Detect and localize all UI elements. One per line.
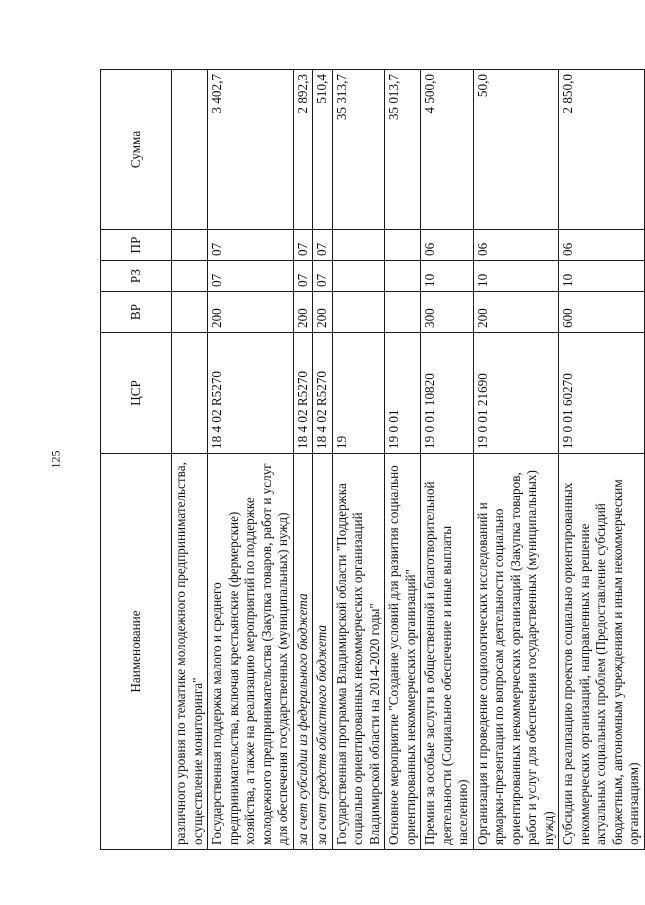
table-row	[313, 70, 333, 850]
table-row	[208, 70, 294, 850]
table-row	[473, 70, 559, 850]
cell-name: за счет средств областного бюджета	[313, 454, 333, 850]
cell-name: Государственная поддержка малого и среднего предпринимательства, включая крестьянские (фермерские) хозяйства, а также на реализацию мероприятий по поддержке молодежного предпринимательства (Закупка товаров, работ и услуг для обеспечения государственных (муниципальных) нужд)	[208, 454, 294, 850]
cell-sum: 3 402,7	[208, 70, 294, 230]
cell-csr: 18 4 02 R5270	[208, 333, 294, 454]
header-name: Наименование	[101, 454, 172, 850]
cell-name: Организация и проведение социологических исследований и ярмарки-презентации по вопросам деятельности социально ориентированных некоммерческих организаций (Закупка товаров, работ и услуг для обеспечения государственных (муниципальных) нужд)	[473, 454, 559, 850]
cell-sum: 35 013,7	[385, 70, 421, 230]
cell-csr	[172, 333, 208, 454]
cell-sum: 510,4	[313, 70, 333, 230]
table-row	[385, 70, 421, 850]
cell-pr: 06	[421, 230, 474, 261]
cell-name: различного уровня по тематике молодежного предпринимательства, осуществление мониторинга"	[172, 454, 208, 850]
budget-table	[100, 69, 645, 850]
cell-rz: 10	[473, 261, 559, 292]
cell-sum: 35 313,7	[332, 70, 385, 230]
cell-pr	[385, 230, 421, 261]
cell-pr: 07	[313, 230, 333, 261]
cell-rz	[332, 261, 385, 292]
cell-pr: 06	[559, 230, 645, 261]
table-header-row	[101, 70, 172, 850]
cell-vr	[172, 292, 208, 333]
cell-vr	[385, 292, 421, 333]
cell-vr: 200	[473, 292, 559, 333]
table-row	[172, 70, 208, 850]
cell-vr: 200	[313, 292, 333, 333]
header-vr: ВР	[101, 292, 172, 333]
table-row	[421, 70, 474, 850]
cell-csr: 19 0 01	[385, 333, 421, 454]
cell-pr: 06	[473, 230, 559, 261]
table-row	[293, 70, 313, 850]
cell-pr	[172, 230, 208, 261]
cell-csr: 18 4 02 R5270	[293, 333, 313, 454]
cell-csr: 19	[332, 333, 385, 454]
page-number: 125	[48, 450, 63, 469]
header-rz: РЗ	[101, 261, 172, 292]
cell-name: Основное мероприятие "Создание условий для развития социально ориентированных некоммерческих организаций"	[385, 454, 421, 850]
cell-csr: 18 4 02 R5270	[313, 333, 333, 454]
cell-sum: 4 500,0	[421, 70, 474, 230]
cell-rz	[385, 261, 421, 292]
cell-rz: 10	[559, 261, 645, 292]
cell-pr: 07	[208, 230, 294, 261]
cell-name: за счет субсидии из федерального бюджета	[293, 454, 313, 850]
cell-vr	[332, 292, 385, 333]
cell-rz: 07	[208, 261, 294, 292]
header-pr: ПР	[101, 230, 172, 261]
cell-pr	[332, 230, 385, 261]
header-csr: ЦСР	[101, 333, 172, 454]
cell-name: Субсидии на реализацию проектов социально ориентированных некоммерческих организаций, направленных на решение актуальных социальных проблем (Предоставление субсидий бюджетным, автономным учреждениям и иным некоммерческим организациям)	[559, 454, 645, 850]
cell-name: Государственная программа Владимирской области "Поддержка социально ориентированных некоммерческих организаций Владимирской области на 2014-2020 годы"	[332, 454, 385, 850]
cell-rz: 07	[293, 261, 313, 292]
cell-rz: 07	[313, 261, 333, 292]
cell-sum: 2 850,0	[559, 70, 645, 230]
cell-csr: 19 0 01 60270	[559, 333, 645, 454]
table-row	[559, 70, 645, 850]
cell-name: Премии за особые заслуги в общественной и благотворительной деятельности (Социальное обеспечение и иные выплаты населению)	[421, 454, 474, 850]
cell-csr: 19 0 01 21690	[473, 333, 559, 454]
cell-sum: 50,0	[473, 70, 559, 230]
cell-sum: 2 892,3	[293, 70, 313, 230]
header-sum: Сумма	[101, 70, 172, 230]
cell-vr: 200	[208, 292, 294, 333]
cell-vr: 300	[421, 292, 474, 333]
cell-pr: 07	[293, 230, 313, 261]
cell-rz: 10	[421, 261, 474, 292]
cell-vr: 600	[559, 292, 645, 333]
table-row	[332, 70, 385, 850]
budget-table-container	[100, 70, 641, 850]
cell-csr: 19 0 01 10820	[421, 333, 474, 454]
cell-rz	[172, 261, 208, 292]
cell-vr: 200	[293, 292, 313, 333]
cell-sum	[172, 70, 208, 230]
